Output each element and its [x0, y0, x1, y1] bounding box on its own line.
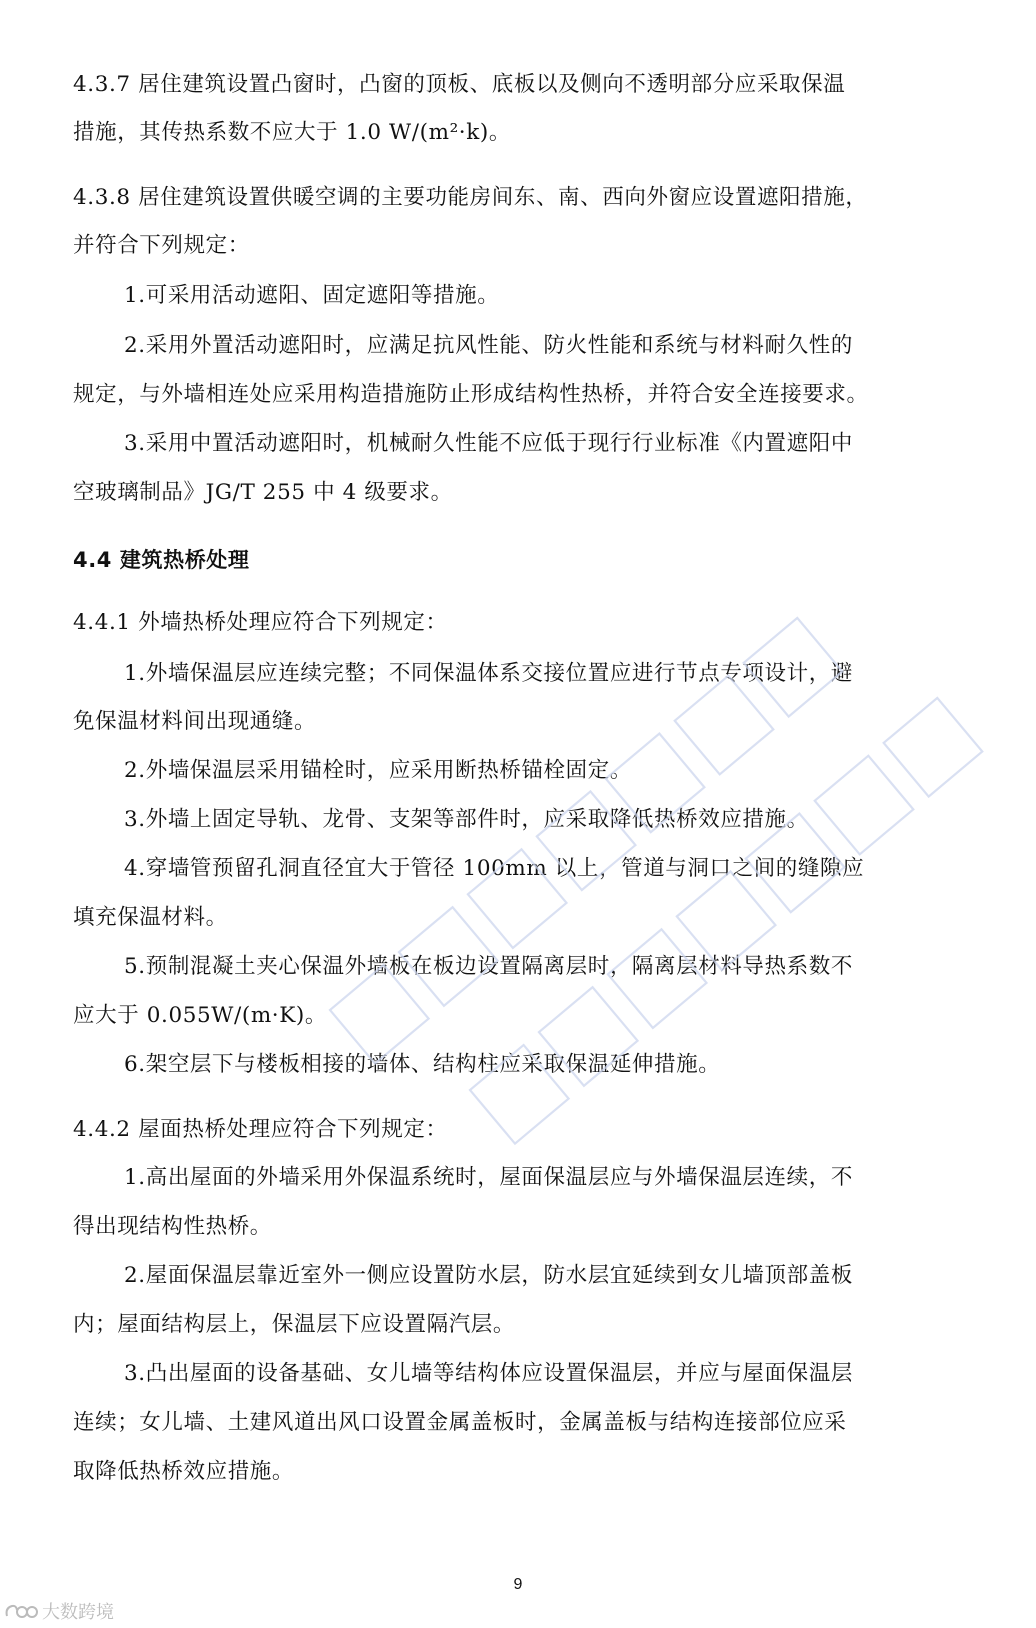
item-4-4-1-4-line-1: 4.穿墙管预留孔洞直径宜大于管径 100mm 以上，管道与洞口之间的缝隙应 [124, 856, 865, 881]
item-4-3-8-3-line-2: 空玻璃制品》JG/T 255 中 4 级要求。 [73, 480, 453, 505]
para-4-4-1: 4.4.1 外墙热桥处理应符合下列规定： [73, 610, 448, 635]
item-4-4-1-5-line-1: 5.预制混凝土夹心保温外墙板在板边设置隔离层时，隔离层材料导热系数不 [124, 954, 853, 979]
para-4-4-2: 4.4.2 屋面热桥处理应符合下列规定： [73, 1117, 448, 1142]
item-4-4-1-3: 3.外墙上固定导轨、龙骨、支架等部件时，应采取降低热桥效应措施。 [124, 807, 809, 832]
logo-icon [4, 1602, 38, 1620]
item-4-4-2-3-line-2: 连续；女儿墙、土建风道出风口设置金属盖板时，金属盖板与结构连接部位应采 [73, 1410, 847, 1435]
para-4-3-8-line-1: 4.3.8 居住建筑设置供暖空调的主要功能房间东、南、西向外窗应设置遮阳措施， [73, 185, 868, 210]
item-4-4-2-3-line-3: 取降低热桥效应措施。 [73, 1459, 295, 1484]
para-4-3-7-line-1: 4.3.7 居住建筑设置凸窗时，凸窗的顶板、底板以及侧向不透明部分应采取保温 [73, 72, 846, 97]
para-4-3-7-line-2: 措施，其传热系数不应大于 1.0 W/(m²·k)。 [73, 120, 511, 145]
logo-text: 大数跨境 [42, 1602, 114, 1623]
item-4-3-8-3-line-1: 3.采用中置活动遮阳时，机械耐久性能不应低于现行行业标准《内置遮阳中 [124, 431, 853, 456]
item-4-4-1-4-line-2: 填充保温材料。 [73, 905, 228, 930]
item-4-3-8-2-line-1: 2.采用外置活动遮阳时，应满足抗风性能、防火性能和系统与材料耐久性的 [124, 333, 853, 358]
para-4-3-8-line-2: 并符合下列规定： [73, 233, 250, 258]
item-4-4-1-5-line-2: 应大于 0.055W/(m·K)。 [73, 1003, 327, 1028]
item-4-4-2-1-line-1: 1.高出屋面的外墙采用外保温系统时，屋面保温层应与外墙保温层连续，不 [124, 1165, 853, 1190]
section-heading-4-4: 4.4 建筑热桥处理 [73, 548, 250, 572]
item-4-4-1-1-line-2: 免保温材料间出现通缝。 [73, 709, 317, 734]
item-4-4-2-2-line-1: 2.屋面保温层靠近室外一侧应设置防水层，防水层宜延续到女儿墙顶部盖板 [124, 1263, 853, 1288]
item-4-4-2-2-line-2: 内；屋面结构层上，保温层下应设置隔汽层。 [73, 1312, 516, 1337]
item-4-3-8-1: 1.可采用活动遮阳、固定遮阳等措施。 [124, 283, 500, 308]
source-logo [4, 1598, 114, 1624]
item-4-4-1-2: 2.外墙保温层采用锚栓时，应采用断热桥锚栓固定。 [124, 758, 632, 783]
page-number: 9 [513, 1576, 523, 1593]
item-4-3-8-2-line-2: 规定，与外墙相连处应采用构造措施防止形成结构性热桥，并符合安全连接要求。 [73, 382, 869, 407]
item-4-4-2-3-line-1: 3.凸出屋面的设备基础、女儿墙等结构体应设置保温层，并应与屋面保温层 [124, 1361, 853, 1386]
item-4-4-1-1-line-1: 1.外墙保温层应连续完整；不同保温体系交接位置应进行节点专项设计，避 [124, 661, 853, 686]
item-4-4-2-1-line-2: 得出现结构性热桥。 [73, 1214, 272, 1239]
item-4-4-1-6: 6.架空层下与楼板相接的墙体、结构柱应采取保温延伸措施。 [124, 1052, 721, 1077]
